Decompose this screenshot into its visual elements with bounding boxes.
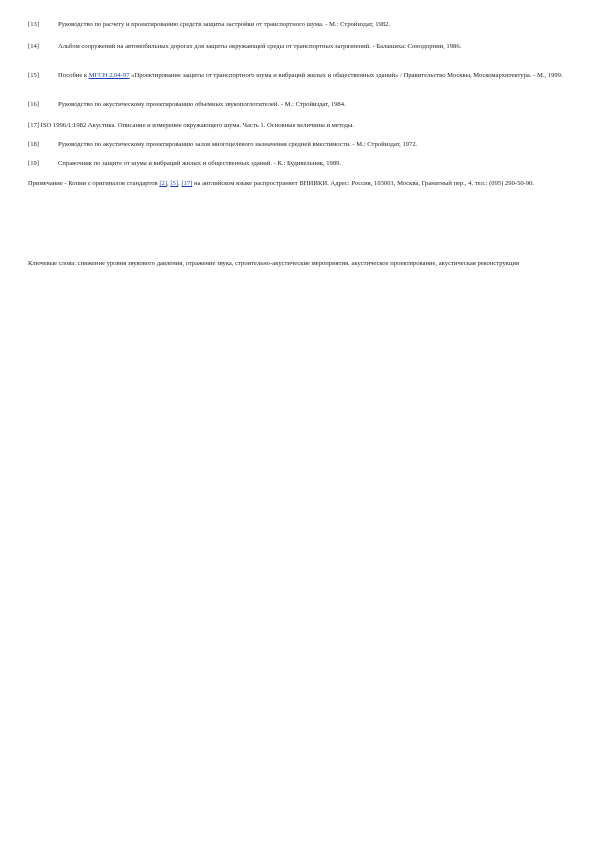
standard-17-link[interactable]: [17]: [181, 180, 193, 187]
reference-18: [28, 139, 573, 150]
reference-13: [28, 19, 573, 30]
reference-text: [17] ISO 1996/1:1982 Акустика. Описание и измерение окружающего шума. Часть 1. Основные величины и методы.: [28, 122, 355, 129]
reference-text: Руководство по акустическому проектированию объемных звукопоглотителей. - М.: Стройиздат, 1984.: [58, 101, 346, 108]
reference-text: Альбом сооружений на автомобильных дорогах для защиты окружающей среды от транспортных загрязнений. - Балашиха: Союздорнии, 1986.: [58, 43, 462, 50]
note-text-pre: Примечание - Копии с оригиналов стандартов: [28, 180, 160, 187]
note-separator: ,: [178, 180, 182, 187]
reference-text: Руководство по расчету и проектированию средств защиты застройки от транспортного шума. - М.: Стройиздат, 1982.: [58, 21, 391, 28]
note-text-post: на английском языке распространяет ВНИИКИ. Адрес: Россия, 103001, Москва, Гранатный пер., 4. тел.: (095) 290-50-90.: [192, 180, 535, 187]
note-separator: ,: [167, 180, 171, 187]
reference-number: [14]: [28, 43, 39, 50]
reference-number: [13]: [28, 21, 39, 28]
standard-5-link[interactable]: [5]: [170, 180, 179, 187]
note-paragraph: [28, 178, 573, 189]
reference-text: Руководство по акустическому проектированию залов многоцелевого назначения средней вместимости. - М.: Стройиздат, 1972.: [58, 141, 418, 148]
reference-text: [28, 70, 573, 81]
keywords-paragraph: Ключевые слова: снижение уровня звукового давления, отражение звука, строительно-акустические мероприятия, акустическое проектирование, акустическая реконструкция: [28, 260, 520, 267]
reference-number: [18]: [28, 141, 39, 148]
reference-16: [28, 99, 573, 110]
reference-text-post: «Проектирование защиты от транспортного шума и вибраций жилых и общественных зданий» / Правительство Москвы, Москомархитектура. - М., 1999.: [129, 72, 563, 79]
reference-15: [28, 70, 573, 81]
reference-17: [28, 120, 573, 131]
mgsn-link[interactable]: МГСН 2.04-97: [88, 72, 130, 79]
reference-text: Справочник по защите от шума и вибраций жилых и общественных зданий. - К.: Будивельник, 1989.: [58, 160, 342, 167]
reference-number: [19]: [28, 160, 39, 167]
reference-14: [28, 41, 573, 52]
reference-number: [16]: [28, 101, 39, 108]
reference-text-pre: Пособие к: [58, 72, 89, 79]
reference-19: [28, 158, 573, 169]
standard-2-link[interactable]: [2]: [159, 180, 168, 187]
reference-number: [15]: [28, 72, 39, 79]
